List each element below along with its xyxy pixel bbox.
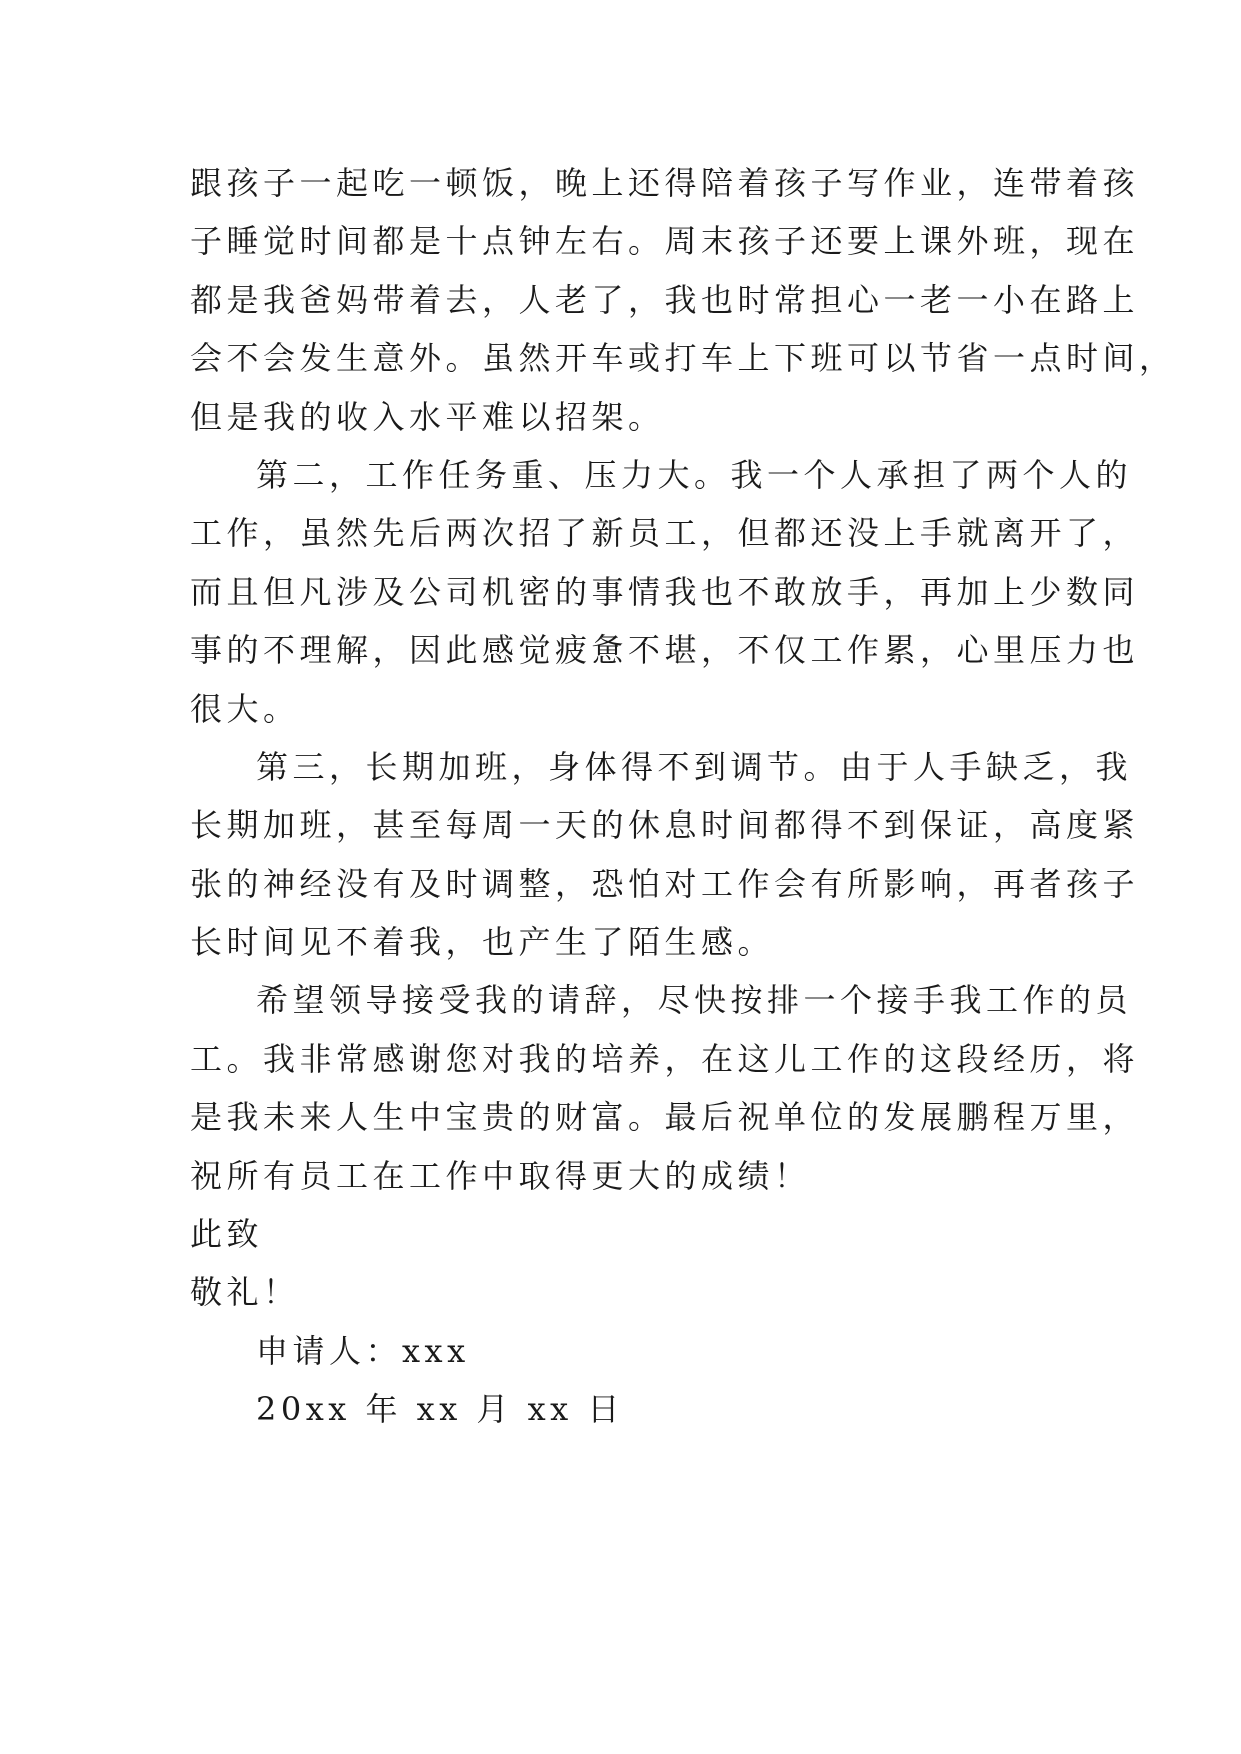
text-line: 祝所有员工在工作中取得更大的成绩！ <box>190 1156 811 1195</box>
text-line: 长期加班，甚至每周一天的休息时间都得不到保证，高度紧 <box>190 806 1140 845</box>
text-line: 都是我爸妈带着去，人老了，我也时常担心一老一小在路上 <box>190 280 1140 319</box>
closing-regards: 敬礼！ <box>190 1273 300 1312</box>
text-line: 是我未来人生中宝贵的财富。最后祝单位的发展鹏程万里， <box>190 1098 1140 1137</box>
applicant-signature: 申请人：xxx <box>256 1331 470 1370</box>
text-line: 第二，工作任务重、压力大。我一个人承担了两个人的 <box>256 455 1133 494</box>
letter-date: 20xx 年 xx 月 xx 日 <box>256 1390 624 1429</box>
text-line: 工。我非常感谢您对我的培养，在这儿工作的这段经历，将 <box>190 1039 1140 1078</box>
paragraph-workload <box>190 446 1140 738</box>
paragraph-overtime <box>190 738 1140 972</box>
text-line: 希望领导接受我的请辞，尽快按排一个接手我工作的员 <box>256 981 1133 1020</box>
text-line: 张的神经没有及时调整，恐怕对工作会有所影响，再者孩子 <box>190 864 1140 903</box>
paragraph-family-commute <box>190 154 1176 446</box>
text-line: 很大。 <box>190 689 300 728</box>
paragraph-request <box>190 971 1140 1205</box>
text-line: 但是我的收入水平难以招架。 <box>190 397 665 436</box>
text-line: 会不会发生意外。虽然开车或打车上下班可以节省一点时间， <box>190 339 1176 378</box>
text-line: 长时间见不着我，也产生了陌生感。 <box>190 923 775 962</box>
text-line: 工作，虽然先后两次招了新员工，但都还没上手就离开了， <box>190 514 1140 553</box>
text-line: 子睡觉时间都是十点钟左右。周末孩子还要上课外班，现在 <box>190 222 1140 261</box>
text-line: 第三，长期加班，身体得不到调节。由于人手缺乏，我 <box>256 747 1133 786</box>
closing-salutation: 此致 <box>190 1215 264 1254</box>
text-line: 事的不理解，因此感觉疲惫不堪，不仅工作累，心里压力也 <box>190 631 1140 670</box>
text-line: 跟孩子一起吃一顿饭，晚上还得陪着孩子写作业，连带着孩 <box>190 164 1140 202</box>
letter-body <box>190 154 1176 1439</box>
text-line: 而且但凡涉及公司机密的事情我也不敢放手，再加上少数同 <box>190 572 1140 611</box>
